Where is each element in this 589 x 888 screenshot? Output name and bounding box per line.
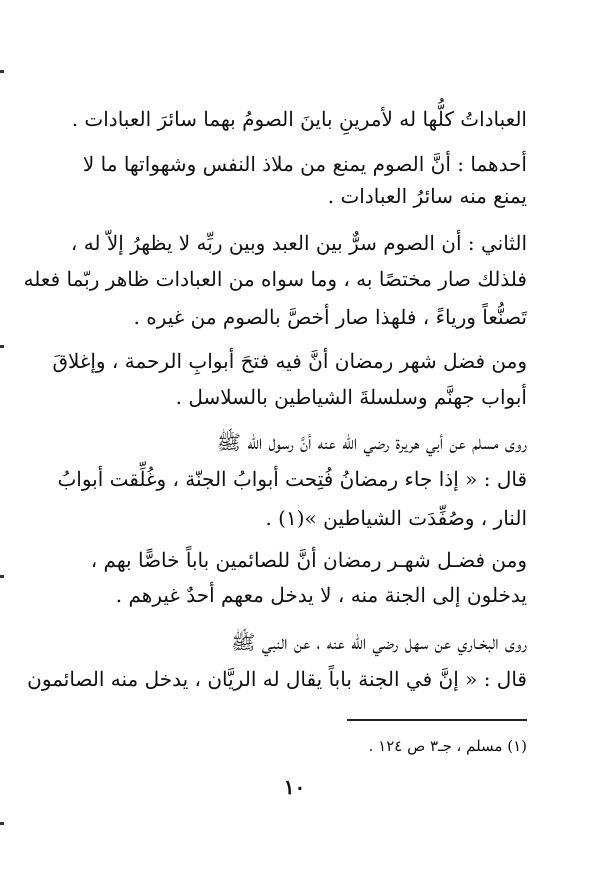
text-line-10: قال : « إذا جاء رمضانُ فُتِحت أبوابُ الجنّة ، وغُلِّقت أبوابُ — [57, 467, 527, 491]
text-line-9: روى مسلم عن أبي هريرة رضي الله عنه أنَّ رسول الله ﷺ — [216, 430, 527, 454]
text-line-15: قال : « إنَّ في الجنة باباً يقال له الريَّان ، يدخل منه الصائمون — [27, 667, 527, 691]
margin-mark — [0, 575, 4, 578]
text-line-14: روى البخـاري عن سهل رضي الله عنه ، عن النبي ﷺ — [231, 630, 527, 654]
text-line-12: ومن فضـل شهـر رمضان أنَّ للصائمين باباً خاصًّا بهم ، — [90, 548, 527, 572]
margin-mark — [0, 345, 4, 348]
text-line-3: يمنع منه سائرُ العبادات . — [327, 184, 527, 208]
text-line-11: النار ، وصُفِّدَت الشياطين »(١) . — [265, 506, 527, 530]
text-line-5: فلذلك صار مختصًا به ، وما سواه من العبادات ظاهر ربّما فعله — [23, 267, 527, 291]
footnote: (١) مسلم ، جـ٣ ص ١٢٤ . — [368, 737, 527, 755]
text-line-1: العباداتُ كلُّها له لأمرينِ باينَ الصومُ بهما سائرَ العبادات . — [71, 107, 527, 131]
text-line-7: ومن فضل شهر رمضان أنَّ فيه فتحَ أبوابِ الرحمة ، وإغلاقَ — [52, 349, 527, 373]
text-line-6: تَصنُّعاً ورياءً ، فلهذا صار أخصَّ بالصوم من غيره . — [133, 305, 527, 329]
text-line-8: أبواب جهنَّم وسلسلةَ الشياطين بالسلاسل . — [175, 385, 527, 409]
text-line-2: أحدهما : أنَّ الصوم يمنع من ملاذ النفس وشهواتها ما لا — [82, 152, 527, 176]
margin-mark — [0, 70, 4, 73]
page-number: ١٠ — [283, 775, 306, 799]
text-line-13: يدخلون إلى الجنة منه ، لا يدخل معهم أحدٌ غيرهم . — [115, 583, 527, 607]
footnote-divider — [347, 719, 527, 721]
margin-mark — [0, 822, 4, 825]
text-line-4: الثاني : أن الصوم سرٌّ بين العبد وبين ربِّه لا يظهرُ إلاّ له ، — [70, 231, 527, 255]
